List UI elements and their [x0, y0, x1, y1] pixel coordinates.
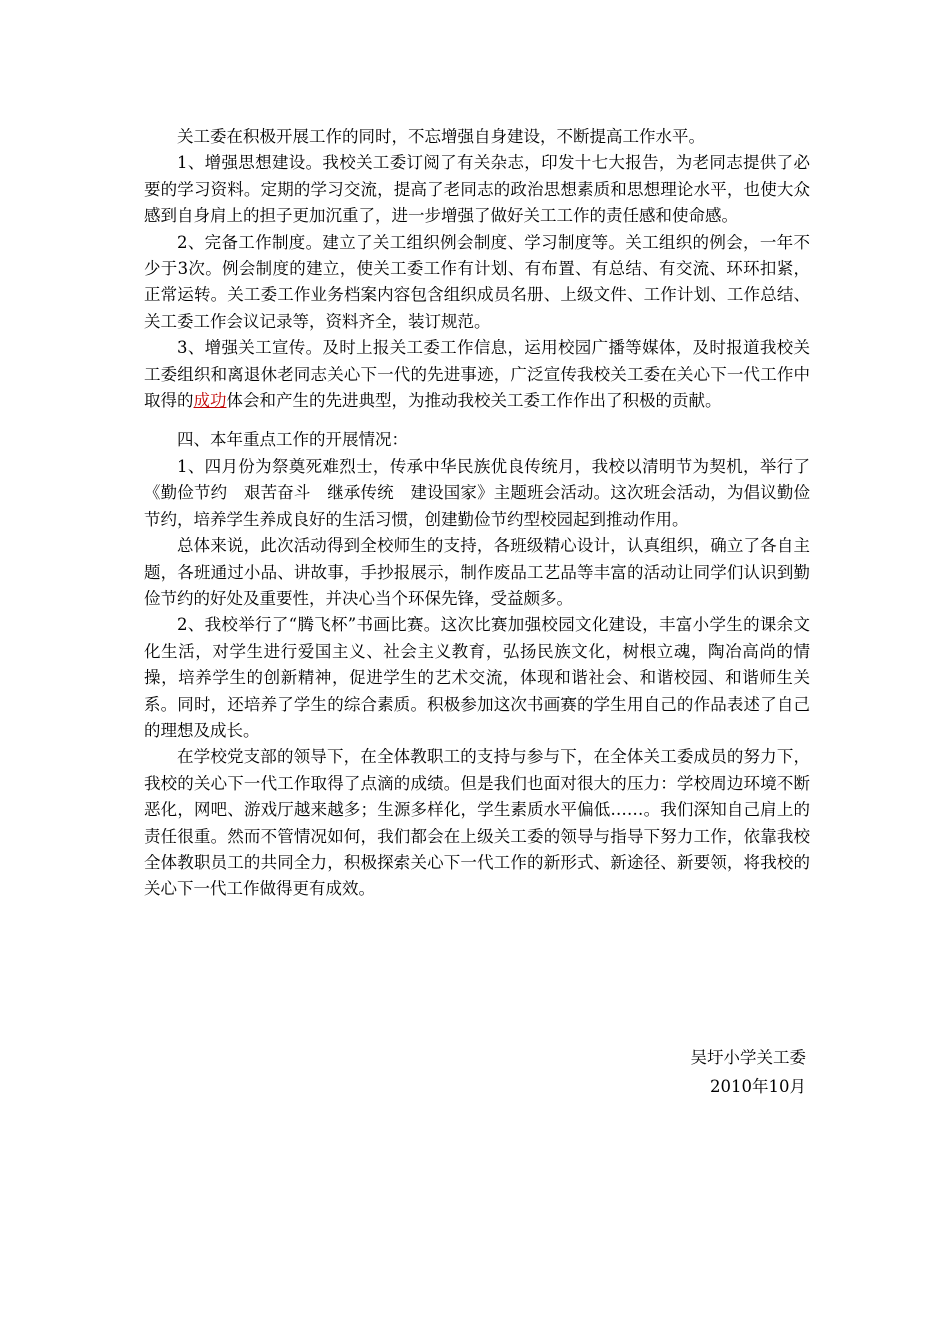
paragraph-publicity [144, 335, 810, 414]
publicity-text-start: 3、增强关工宣传。及时上报关工委工作信息，运用校园广播等媒体，及时报道我校关工委组织和离退休老同志关心下一代的先进事迹，广泛宣传我校关工委在关心下一代工作中取得的 [144, 338, 810, 411]
paragraph-painting-contest: 2、我校举行了“腾飞杯”书画比赛。这次比赛加强校园文化建设，丰富小学生的课余文化生活，对学生进行爱国主义、社会主义教育，弘扬民族文化，树根立魂，陶冶高尚的情操，培养学生的创新精神，促进学生的艺术交流，体现和谐社会、和谐校园、和谐师生关系。同时，还培养了学生的综合素质。积极参加这次书画赛的学生用自己的作品表述了自己的理想及成长。 [144, 615, 810, 740]
document-body [144, 124, 810, 903]
success-link[interactable]: 成功 [193, 391, 227, 411]
paragraph-closing: 在学校党支部的领导下，在全体教职工的支持与参与下，在全体关工委成员的努力下，我校的关心下一代工作取得了点滴的成绩。但是我们也面对很大的压力：学校周边环境不断恶化，网吧、游戏厅越来越多；生源多样化，学生素质水平偏低……。我们深知自己肩上的责任很重。然而不管情况如何，我们都会在上级关工委的领导与指导下努力工作，依靠我校全体教职员工的共同全力，积极探索关心下一代工作的新形式、新途径、新要领，将我校的关心下一代工作做得更有成效。 [144, 747, 810, 899]
paragraph-system: 2、完备工作制度。建立了关工组织例会制度、学习制度等。关工组织的例会，一年不少于3次。例会制度的建立，使关工委工作有计划、有布置、有总结、有交流、环环扣紧，正常运转。关工委工作业务档案内容包含组织成员名册、上级文件、工作计划、工作总结、关工委工作会议记录等，资料齐全，装订规范。 [144, 232, 810, 331]
paragraph-qingming-activity: 1、四月份为祭奠死难烈士，传承中华民族优良传统月，我校以清明节为契机，举行了《勤俭节约 艰苦奋斗 继承传统 建设国家》主题班会活动。这次班会活动，为倡议勤俭节约，培养学生养成良好的生活习惯，创建勤俭节约型校园起到推动作用。 [144, 456, 810, 529]
publicity-text-end: 体会和产生的先进典型，为推动我校关工委工作作出了积极的贡献。 [226, 391, 722, 411]
paragraph-intro: 关工委在积极开展工作的同时，不忘增强自身建设，不断提高工作水平。 [177, 127, 705, 146]
paragraph-ideology: 1、增强思想建设。我校关工委订阅了有关杂志，印发十七大报告，为老同志提供了必要的学习资料。定期的学习交流，提高了老同志的政治思想素质和思想理论水平，也使大众感到自身肩上的担子更加沉重了，进一步增强了做好关工工作的责任感和使命感。 [144, 153, 810, 226]
signature-block [560, 1043, 806, 1101]
section-heading-key-work: 四、本年重点工作的开展情况： [177, 430, 408, 450]
paragraph-activity-summary: 总体来说，此次活动得到全校师生的支持，各班级精心设计，认真组织，确立了各自主题，各班通过小品、讲故事，手抄报展示，制作废品工艺品等丰富的活动让同学们认识到勤俭节约的好处及重要性，并决心当个环保先锋，受益颇多。 [144, 536, 810, 608]
signature-org: 吴圩小学关工委 [690, 1048, 806, 1067]
signature-date: 2010年10月 [710, 1077, 806, 1096]
